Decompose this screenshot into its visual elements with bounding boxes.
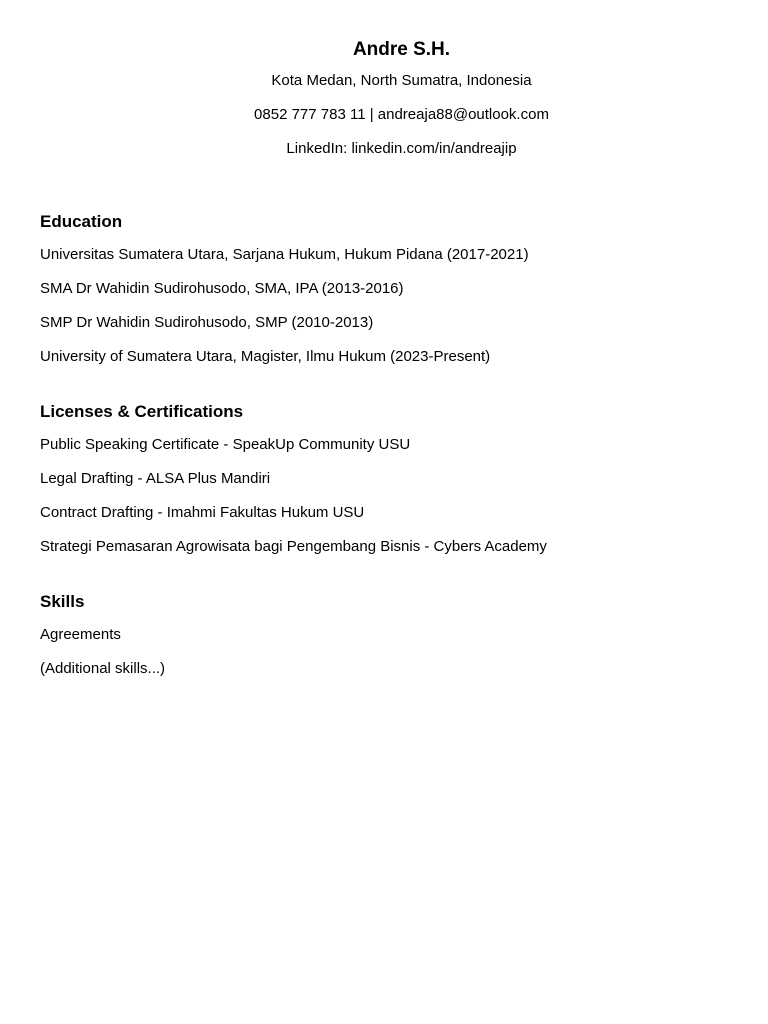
- linkedin-text: LinkedIn: linkedin.com/in/andreajip: [286, 140, 517, 157]
- licenses-heading: Licenses & Certifications: [40, 402, 244, 421]
- education-entry: University of Sumatera Utara, Magister, Ilmu Hukum (2023-Present): [40, 348, 491, 365]
- certification-entry: Public Speaking Certificate - SpeakUp Community USU: [40, 436, 411, 453]
- skills-section: [40, 591, 740, 694]
- certification-entry: Legal Drafting - ALSA Plus Mandiri: [40, 470, 271, 487]
- resume-header: [0, 36, 768, 174]
- education-section: [40, 211, 740, 382]
- phone-email-text: 0852 777 783 11 | andreaja88@outlook.com: [254, 106, 549, 123]
- certification-entry: Strategi Pemasaran Agrowisata bagi Pengembang Bisnis - Cybers Academy: [40, 538, 547, 555]
- licenses-section: [40, 401, 740, 572]
- education-entry: SMP Dr Wahidin Sudirohusodo, SMP (2010-2013): [40, 314, 374, 331]
- location-text: Kota Medan, North Sumatra, Indonesia: [271, 72, 532, 89]
- candidate-name: Andre S.H.: [352, 39, 451, 60]
- certification-entry: Contract Drafting - Imahmi Fakultas Hukum USU: [40, 504, 365, 521]
- skills-heading: Skills: [40, 592, 85, 611]
- education-heading: Education: [40, 212, 123, 231]
- education-entry: SMA Dr Wahidin Sudirohusodo, SMA, IPA (2013-2016): [40, 280, 404, 297]
- education-entry: Universitas Sumatera Utara, Sarjana Hukum, Hukum Pidana (2017-2021): [40, 246, 529, 263]
- skill-entry: (Additional skills...): [40, 660, 166, 677]
- skill-entry: Agreements: [40, 626, 121, 643]
